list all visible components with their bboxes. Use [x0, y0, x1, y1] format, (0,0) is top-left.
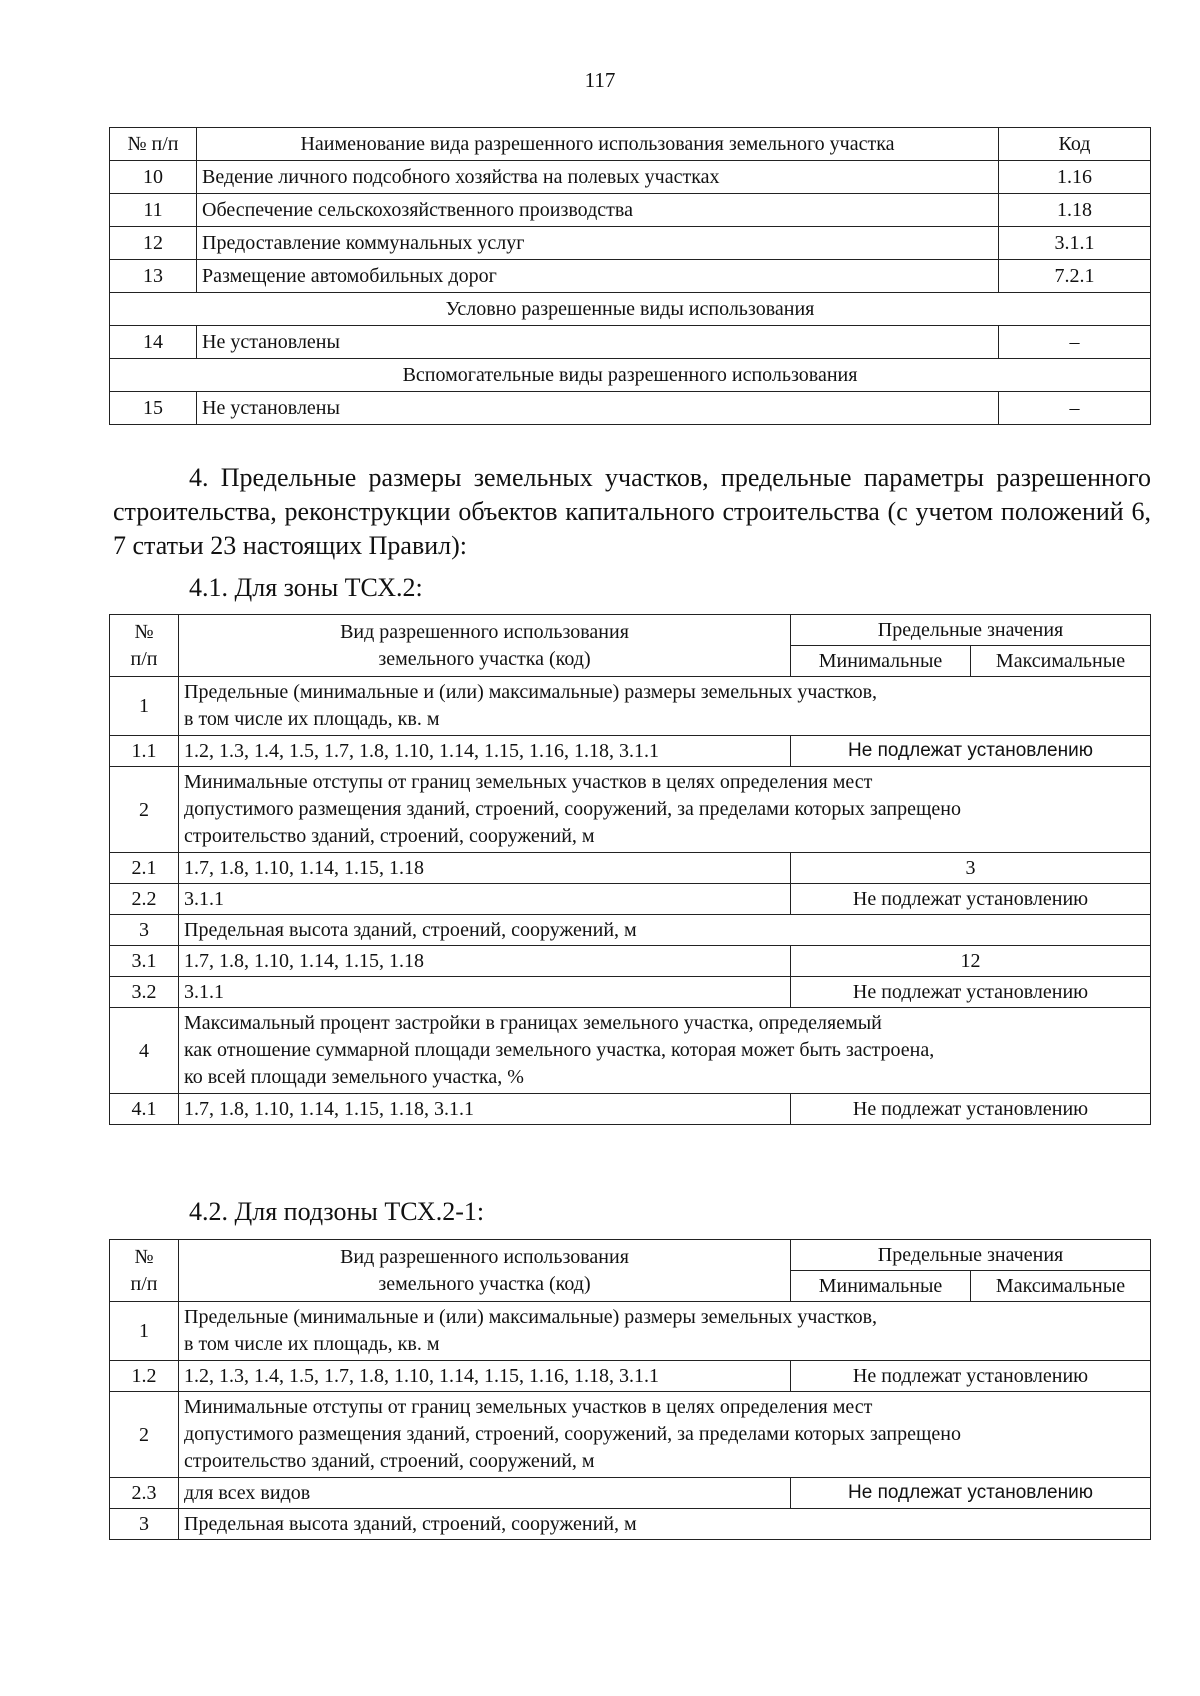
header-number-line2: п/п	[130, 647, 158, 670]
parameter-title	[179, 767, 1151, 853]
table-row	[110, 1361, 1151, 1392]
table-row	[110, 326, 1151, 359]
parameter-line: Предельные (минимальные и (или) максимальные) размеры земельных участков,	[184, 1306, 878, 1328]
row-number: 2.2	[110, 884, 179, 915]
column-header-min: Минимальные	[791, 646, 971, 677]
use-name: Предоставление коммунальных услуг	[197, 227, 999, 260]
limit-value: 3	[791, 853, 1151, 884]
parameter-line: Минимальные отступы от границ земельных участков в целях определения мест	[184, 771, 873, 793]
table-row	[110, 1302, 1151, 1361]
row-number: 2.1	[110, 853, 179, 884]
row-number: 2	[110, 767, 179, 853]
use-codes: 1.7, 1.8, 1.10, 1.14, 1.15, 1.18, 3.1.1	[179, 1094, 791, 1125]
row-number: 3	[110, 915, 179, 946]
limit-value: 12	[791, 946, 1151, 977]
header-number-line1: №	[134, 620, 154, 643]
table-row	[110, 884, 1151, 915]
table-row	[110, 1392, 1151, 1478]
row-number: 1	[110, 1302, 179, 1361]
table-row	[110, 946, 1151, 977]
column-header-use-type	[179, 615, 791, 677]
header-number-line1: №	[134, 1245, 154, 1268]
use-code: 7.2.1	[999, 260, 1151, 293]
subheading-4-2: 4.2. Для подзоны ТСХ.2-1:	[189, 1197, 485, 1226]
row-number: 2.3	[110, 1478, 179, 1509]
section-row-auxiliary	[110, 359, 1151, 392]
column-header-number	[110, 1240, 179, 1302]
parameter-title: Предельная высота зданий, строений, сооружений, м	[179, 915, 1151, 946]
table-row	[110, 260, 1151, 293]
table-row	[110, 392, 1151, 425]
parameter-title	[179, 1302, 1151, 1361]
page-number: 117	[584, 68, 616, 92]
row-number: 12	[110, 227, 197, 260]
table-row	[110, 1008, 1151, 1094]
use-code: –	[999, 326, 1151, 359]
column-header-limits: Предельные значения	[791, 615, 1151, 646]
use-name: Обеспечение сельскохозяйственного производства	[197, 194, 999, 227]
column-header-limits: Предельные значения	[791, 1240, 1151, 1271]
section-title-conditional: Условно разрешенные виды использования	[110, 293, 1151, 326]
header-type-line1: Вид разрешенного использования	[340, 620, 629, 643]
use-codes: 3.1.1	[179, 884, 791, 915]
header-type-line2: земельного участка (код)	[378, 1272, 591, 1295]
parameter-title	[179, 677, 1151, 736]
table-row	[110, 853, 1151, 884]
limit-value: Не подлежат установлению	[791, 884, 1151, 915]
column-header-number: № п/п	[110, 128, 197, 161]
row-number: 3.2	[110, 977, 179, 1008]
table-row	[110, 1509, 1151, 1540]
limit-value: Не подлежат установлению	[791, 1361, 1151, 1392]
row-number: 14	[110, 326, 197, 359]
row-number: 3	[110, 1509, 179, 1540]
table-header-row	[110, 615, 1151, 646]
header-type-line1: Вид разрешенного использования	[340, 1245, 629, 1268]
limits-table-subzone	[109, 1239, 1151, 1540]
row-number: 1.1	[110, 736, 179, 767]
parameter-line: Максимальный процент застройки в границах земельного участка, определяемый	[184, 1012, 882, 1034]
parameter-title: Предельная высота зданий, строений, сооружений, м	[179, 1509, 1151, 1540]
header-number-line2: п/п	[130, 1272, 158, 1295]
table-row	[110, 161, 1151, 194]
paragraph-4: 4. Предельные размеры земельных участков, предельные параметры разрешенного строительства, реконструкции объектов капитального строительства (с учетом положений 6, 7 статьи 23 настоящих Правил):	[113, 463, 1151, 560]
header-type-line2: земельного участка (код)	[378, 647, 591, 670]
row-number: 4.1	[110, 1094, 179, 1125]
use-codes: для всех видов	[179, 1478, 791, 1509]
column-header-name: Наименование вида разрешенного использования земельного участка	[197, 128, 999, 161]
parameter-title	[179, 1008, 1151, 1094]
table-row	[110, 1094, 1151, 1125]
use-name: Ведение личного подсобного хозяйства на полевых участках	[197, 161, 999, 194]
parameter-line: в том числе их площадь, кв. м	[184, 1333, 440, 1355]
column-header-number	[110, 615, 179, 677]
section-title-auxiliary: Вспомогательные виды разрешенного использования	[110, 359, 1151, 392]
limits-table-zone	[109, 614, 1151, 1125]
limit-value: Не подлежат установлению	[791, 977, 1151, 1008]
table-row	[110, 227, 1151, 260]
limit-value: Не подлежат установлению	[791, 1094, 1151, 1125]
row-number: 1.2	[110, 1361, 179, 1392]
row-number: 3.1	[110, 946, 179, 977]
use-code: 3.1.1	[999, 227, 1151, 260]
parameter-line: допустимого размещения зданий, строений, сооружений, за пределами которых запрещено	[184, 1423, 961, 1445]
table-row	[110, 736, 1151, 767]
table-row	[110, 767, 1151, 853]
row-number: 10	[110, 161, 197, 194]
use-codes: 1.2, 1.3, 1.4, 1.5, 1.7, 1.8, 1.10, 1.14, 1.15, 1.16, 1.18, 3.1.1	[179, 736, 791, 767]
use-codes: 1.7, 1.8, 1.10, 1.14, 1.15, 1.18	[179, 946, 791, 977]
column-header-min: Минимальные	[791, 1271, 971, 1302]
table-row	[110, 977, 1151, 1008]
column-header-max: Максимальные	[971, 1271, 1151, 1302]
table-header-row	[110, 128, 1151, 161]
parameter-line: ко всей площади земельного участка, %	[184, 1066, 524, 1088]
table-header-row	[110, 1240, 1151, 1271]
limit-value: Не подлежат установлению	[791, 1478, 1151, 1509]
use-code: 1.16	[999, 161, 1151, 194]
use-code: –	[999, 392, 1151, 425]
table-row	[110, 677, 1151, 736]
section-row-conditional	[110, 293, 1151, 326]
column-header-use-type	[179, 1240, 791, 1302]
table-row	[110, 915, 1151, 946]
parameter-line: как отношение суммарной площади земельного участка, которая может быть застроена,	[184, 1039, 935, 1061]
parameter-line: Предельные (минимальные и (или) максимальные) размеры земельных участков,	[184, 681, 878, 703]
use-codes: 3.1.1	[179, 977, 791, 1008]
row-number: 2	[110, 1392, 179, 1478]
row-number: 13	[110, 260, 197, 293]
use-name: Размещение автомобильных дорог	[197, 260, 999, 293]
parameter-line: допустимого размещения зданий, строений, сооружений, за пределами которых запрещено	[184, 798, 961, 820]
column-header-max: Максимальные	[971, 646, 1151, 677]
row-number: 11	[110, 194, 197, 227]
parameter-line: строительство зданий, строений, сооружений, м	[184, 825, 595, 847]
parameter-line: строительство зданий, строений, сооружений, м	[184, 1450, 595, 1472]
row-number: 4	[110, 1008, 179, 1094]
parameter-line: Минимальные отступы от границ земельных участков в целях определения мест	[184, 1396, 873, 1418]
use-name: Не установлены	[197, 326, 999, 359]
row-number: 1	[110, 677, 179, 736]
permitted-use-table	[109, 127, 1151, 425]
parameter-line: в том числе их площадь, кв. м	[184, 708, 440, 730]
subheading-4-1: 4.1. Для зоны ТСХ.2:	[189, 573, 423, 602]
limit-value: Не подлежат установлению	[791, 736, 1151, 767]
row-number: 15	[110, 392, 197, 425]
column-header-code: Код	[999, 128, 1151, 161]
use-code: 1.18	[999, 194, 1151, 227]
parameter-title	[179, 1392, 1151, 1478]
use-codes: 1.7, 1.8, 1.10, 1.14, 1.15, 1.18	[179, 853, 791, 884]
table-row	[110, 1478, 1151, 1509]
use-codes: 1.2, 1.3, 1.4, 1.5, 1.7, 1.8, 1.10, 1.14, 1.15, 1.16, 1.18, 3.1.1	[179, 1361, 791, 1392]
use-name: Не установлены	[197, 392, 999, 425]
table-row	[110, 194, 1151, 227]
